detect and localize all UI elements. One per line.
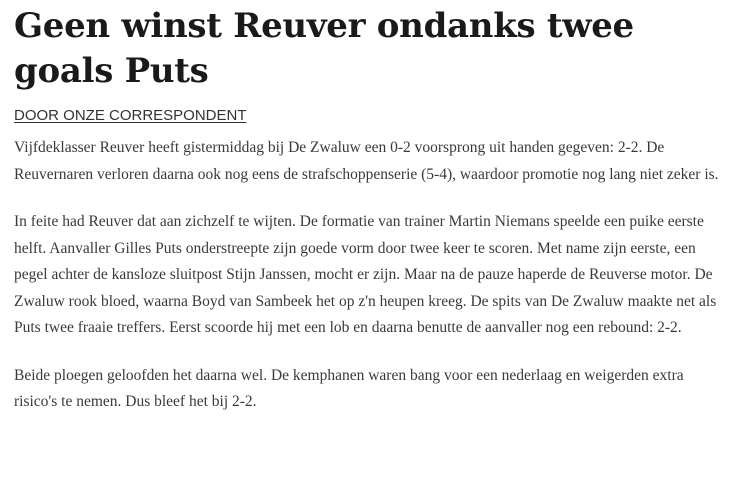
article-byline[interactable]: DOOR ONZE CORRESPONDENT [14, 107, 247, 124]
article-headline: Geen winst Reuver ondanks twee goals Puts [14, 6, 634, 91]
article-paragraph: Vijfdeklasser Reuver heeft gistermiddag bij De Zwaluw een 0-2 voorsprong uit handen gegeven: 2-2. De Reuvernaren verloren daarna ook nog eens de strafschoppenserie (5-4), waardoor promotie nog lang niet zeker is. [14, 139, 719, 183]
article [14, 0, 726, 416]
article-paragraph: In feite had Reuver dat aan zichzelf te wijten. De formatie van trainer Martin Niemans speelde een puike eerste helft. Aanvaller Gilles Puts onderstreepte zijn goede vorm door twee keer te scoren. Met name zijn eerste, een pegel achter de kansloze sluitpost Stijn Janssen, mocht er zijn. Maar na de pauze haperde de Reuverse motor. De Zwaluw rook bloed, waarna Boyd van Sambeek het op z'n heupen kreeg. De spits van De Zwaluw maakte net als Puts twee fraaie treffers. Eerst scoorde hij met een lob en daarna benutte de aanvaller nog een rebound: 2-2. [14, 213, 717, 336]
article-paragraph: Beide ploegen geloofden het daarna wel. De kemphanen waren bang voor een nederlaag en weigerden extra risico's te nemen. Dus bleef het bij 2-2. [14, 366, 684, 410]
